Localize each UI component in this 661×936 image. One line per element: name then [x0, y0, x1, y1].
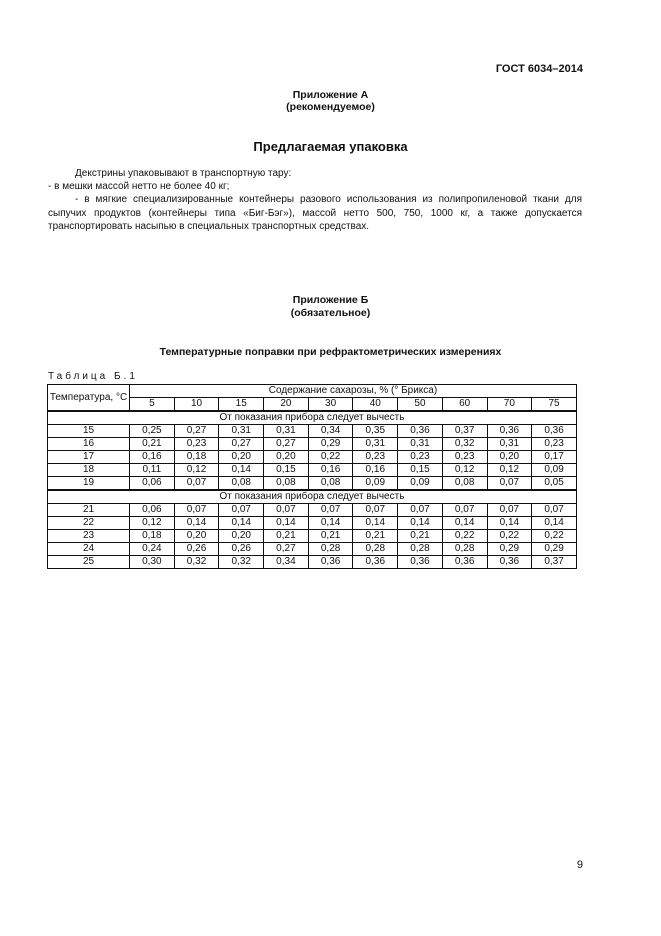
- temperature-header: Температура, °С: [48, 385, 130, 412]
- correction-cell: 0,14: [532, 517, 577, 530]
- correction-cell: 0,21: [353, 530, 398, 543]
- correction-cell: 0,12: [442, 464, 487, 477]
- correction-cell: 0,05: [532, 477, 577, 491]
- correction-cell: 0,14: [174, 517, 219, 530]
- correction-cell: 0,37: [532, 556, 577, 569]
- correction-cell: 0,32: [442, 438, 487, 451]
- correction-cell: 0,35: [353, 425, 398, 438]
- correction-cell: 0,20: [174, 530, 219, 543]
- correction-cell: 0,20: [219, 451, 264, 464]
- correction-cell: 0,14: [308, 517, 353, 530]
- correction-cell: 0,24: [130, 543, 175, 556]
- correction-cell: 0,29: [308, 438, 353, 451]
- sucrose-content-header: Содержание сахарозы, % (° Брикса): [130, 385, 577, 398]
- correction-cell: 0,09: [532, 464, 577, 477]
- temperature-cell: 22: [48, 517, 130, 530]
- correction-cell: 0,20: [219, 530, 264, 543]
- correction-cell: 0,08: [219, 477, 264, 491]
- correction-cell: 0,23: [442, 451, 487, 464]
- concentration-header-cell: 75: [532, 398, 577, 412]
- table-header-row: [48, 385, 577, 398]
- concentration-header-cell: 30: [308, 398, 353, 412]
- correction-cell: 0,30: [130, 556, 175, 569]
- table-row: [48, 477, 577, 491]
- correction-cell: 0,32: [174, 556, 219, 569]
- correction-cell: 0,28: [442, 543, 487, 556]
- paragraph-containers: - в мягкие специализированные контейнеры разового использования из полипропиленовой ткани для сыпучих продуктов (контейнеры типа «Биг-Бэг»), массой нетто 500, 750, 1000 кг, а также допускается транспортировать насыпью в специальных транспортных средствах.: [48, 194, 582, 232]
- correction-cell: 0,08: [264, 477, 309, 491]
- correction-cell: 0,14: [398, 517, 443, 530]
- paragraph-packaging: Декстрины упаковывают в транспортную тару:: [75, 168, 292, 179]
- correction-cell: 0,20: [264, 451, 309, 464]
- correction-cell: 0,23: [532, 438, 577, 451]
- correction-cell: 0,14: [353, 517, 398, 530]
- correction-cell: 0,14: [219, 464, 264, 477]
- table-row: [48, 556, 577, 569]
- correction-cell: 0,09: [398, 477, 443, 491]
- correction-cell: 0,23: [398, 451, 443, 464]
- group-label-row: [48, 490, 577, 504]
- correction-cell: 0,26: [219, 543, 264, 556]
- correction-cell: 0,18: [130, 530, 175, 543]
- corrections-table: [47, 384, 577, 569]
- group-label-row: [48, 411, 577, 425]
- correction-cell: 0,18: [174, 451, 219, 464]
- correction-cell: 0,14: [264, 517, 309, 530]
- table-row: [48, 464, 577, 477]
- correction-cell: 0,22: [532, 530, 577, 543]
- correction-cell: 0,34: [308, 425, 353, 438]
- correction-cell: 0,07: [487, 504, 532, 517]
- correction-cell: 0,28: [398, 543, 443, 556]
- concentration-header-cell: 15: [219, 398, 264, 412]
- correction-cell: 0,27: [219, 438, 264, 451]
- correction-cell: 0,36: [398, 425, 443, 438]
- correction-cell: 0,31: [353, 438, 398, 451]
- temperature-cell: 24: [48, 543, 130, 556]
- correction-cell: 0,16: [353, 464, 398, 477]
- annex-b-subtitle: (обязательное): [290, 307, 371, 319]
- correction-cell: 0,29: [532, 543, 577, 556]
- group-label: От показания прибора следует вычесть: [48, 411, 577, 425]
- correction-cell: 0,20: [487, 451, 532, 464]
- page-number: 9: [576, 859, 583, 871]
- correction-cell: 0,36: [442, 556, 487, 569]
- correction-cell: 0,29: [487, 543, 532, 556]
- correction-cell: 0,07: [264, 504, 309, 517]
- temperature-cell: 16: [48, 438, 130, 451]
- correction-cell: 0,28: [353, 543, 398, 556]
- concentration-header-cell: 5: [130, 398, 175, 412]
- temperature-cell: 23: [48, 530, 130, 543]
- correction-cell: 0,12: [487, 464, 532, 477]
- correction-cell: 0,27: [264, 438, 309, 451]
- table-row: [48, 504, 577, 517]
- correction-cell: 0,22: [487, 530, 532, 543]
- table-row: [48, 517, 577, 530]
- correction-cell: 0,07: [442, 504, 487, 517]
- correction-cell: 0,07: [398, 504, 443, 517]
- concentration-header-cell: 40: [353, 398, 398, 412]
- table-label: Таблица Б.1: [48, 371, 138, 382]
- correction-cell: 0,09: [353, 477, 398, 491]
- correction-cell: 0,07: [219, 504, 264, 517]
- table-row: [48, 451, 577, 464]
- annex-a-subtitle: (рекомендуемое): [286, 101, 375, 113]
- correction-cell: 0,22: [308, 451, 353, 464]
- correction-cell: 0,36: [308, 556, 353, 569]
- correction-cell: 0,08: [308, 477, 353, 491]
- correction-cell: 0,14: [219, 517, 264, 530]
- correction-cell: 0,32: [219, 556, 264, 569]
- correction-cell: 0,36: [398, 556, 443, 569]
- temperature-cell: 18: [48, 464, 130, 477]
- correction-cell: 0,21: [264, 530, 309, 543]
- table-row: [48, 530, 577, 543]
- correction-cell: 0,11: [130, 464, 175, 477]
- temperature-cell: 17: [48, 451, 130, 464]
- correction-cell: 0,23: [353, 451, 398, 464]
- correction-cell: 0,31: [219, 425, 264, 438]
- correction-cell: 0,31: [487, 438, 532, 451]
- correction-cell: 0,31: [398, 438, 443, 451]
- correction-cell: 0,07: [532, 504, 577, 517]
- concentration-header-cell: 70: [487, 398, 532, 412]
- correction-cell: 0,36: [353, 556, 398, 569]
- correction-cell: 0,07: [353, 504, 398, 517]
- table-row: [48, 425, 577, 438]
- table-heading: Температурные поправки при рефрактометрических измерениях: [159, 346, 502, 358]
- concentration-header-cell: 20: [264, 398, 309, 412]
- temperature-cell: 15: [48, 425, 130, 438]
- correction-cell: 0,31: [264, 425, 309, 438]
- correction-cell: 0,06: [130, 477, 175, 491]
- annex-b-title: Приложение Б: [292, 294, 369, 306]
- section-title: Предлагаемая упаковка: [253, 139, 408, 154]
- concentration-header-cell: 60: [442, 398, 487, 412]
- temperature-cell: 21: [48, 504, 130, 517]
- paragraph-bags: - в мешки массой нетто не более 40 кг;: [48, 181, 230, 192]
- correction-cell: 0,15: [264, 464, 309, 477]
- correction-cell: 0,12: [130, 517, 175, 530]
- correction-cell: 0,34: [264, 556, 309, 569]
- correction-cell: 0,27: [264, 543, 309, 556]
- correction-cell: 0,07: [174, 477, 219, 491]
- correction-cell: 0,22: [442, 530, 487, 543]
- correction-cell: 0,27: [174, 425, 219, 438]
- correction-cell: 0,14: [442, 517, 487, 530]
- correction-cell: 0,07: [308, 504, 353, 517]
- concentration-header-cell: 50: [398, 398, 443, 412]
- correction-cell: 0,23: [174, 438, 219, 451]
- temperature-cell: 19: [48, 477, 130, 491]
- correction-cell: 0,16: [130, 451, 175, 464]
- correction-cell: 0,16: [308, 464, 353, 477]
- correction-cell: 0,26: [174, 543, 219, 556]
- concentration-header-cell: 10: [174, 398, 219, 412]
- correction-cell: 0,25: [130, 425, 175, 438]
- correction-cell: 0,36: [532, 425, 577, 438]
- correction-cell: 0,17: [532, 451, 577, 464]
- annex-a-title: Приложение А: [292, 89, 369, 101]
- correction-cell: 0,36: [487, 425, 532, 438]
- standard-number: ГОСТ 6034–2014: [495, 63, 583, 75]
- correction-cell: 0,06: [130, 504, 175, 517]
- correction-cell: 0,36: [487, 556, 532, 569]
- correction-cell: 0,08: [442, 477, 487, 491]
- table-row: [48, 543, 577, 556]
- group-label: От показания прибора следует вычесть: [48, 490, 577, 504]
- correction-cell: 0,28: [308, 543, 353, 556]
- correction-cell: 0,37: [442, 425, 487, 438]
- correction-cell: 0,21: [398, 530, 443, 543]
- correction-cell: 0,14: [487, 517, 532, 530]
- correction-cell: 0,07: [174, 504, 219, 517]
- correction-cell: 0,15: [398, 464, 443, 477]
- correction-cell: 0,21: [308, 530, 353, 543]
- temperature-cell: 25: [48, 556, 130, 569]
- table-row: [48, 438, 577, 451]
- correction-cell: 0,07: [487, 477, 532, 491]
- correction-cell: 0,21: [130, 438, 175, 451]
- correction-cell: 0,12: [174, 464, 219, 477]
